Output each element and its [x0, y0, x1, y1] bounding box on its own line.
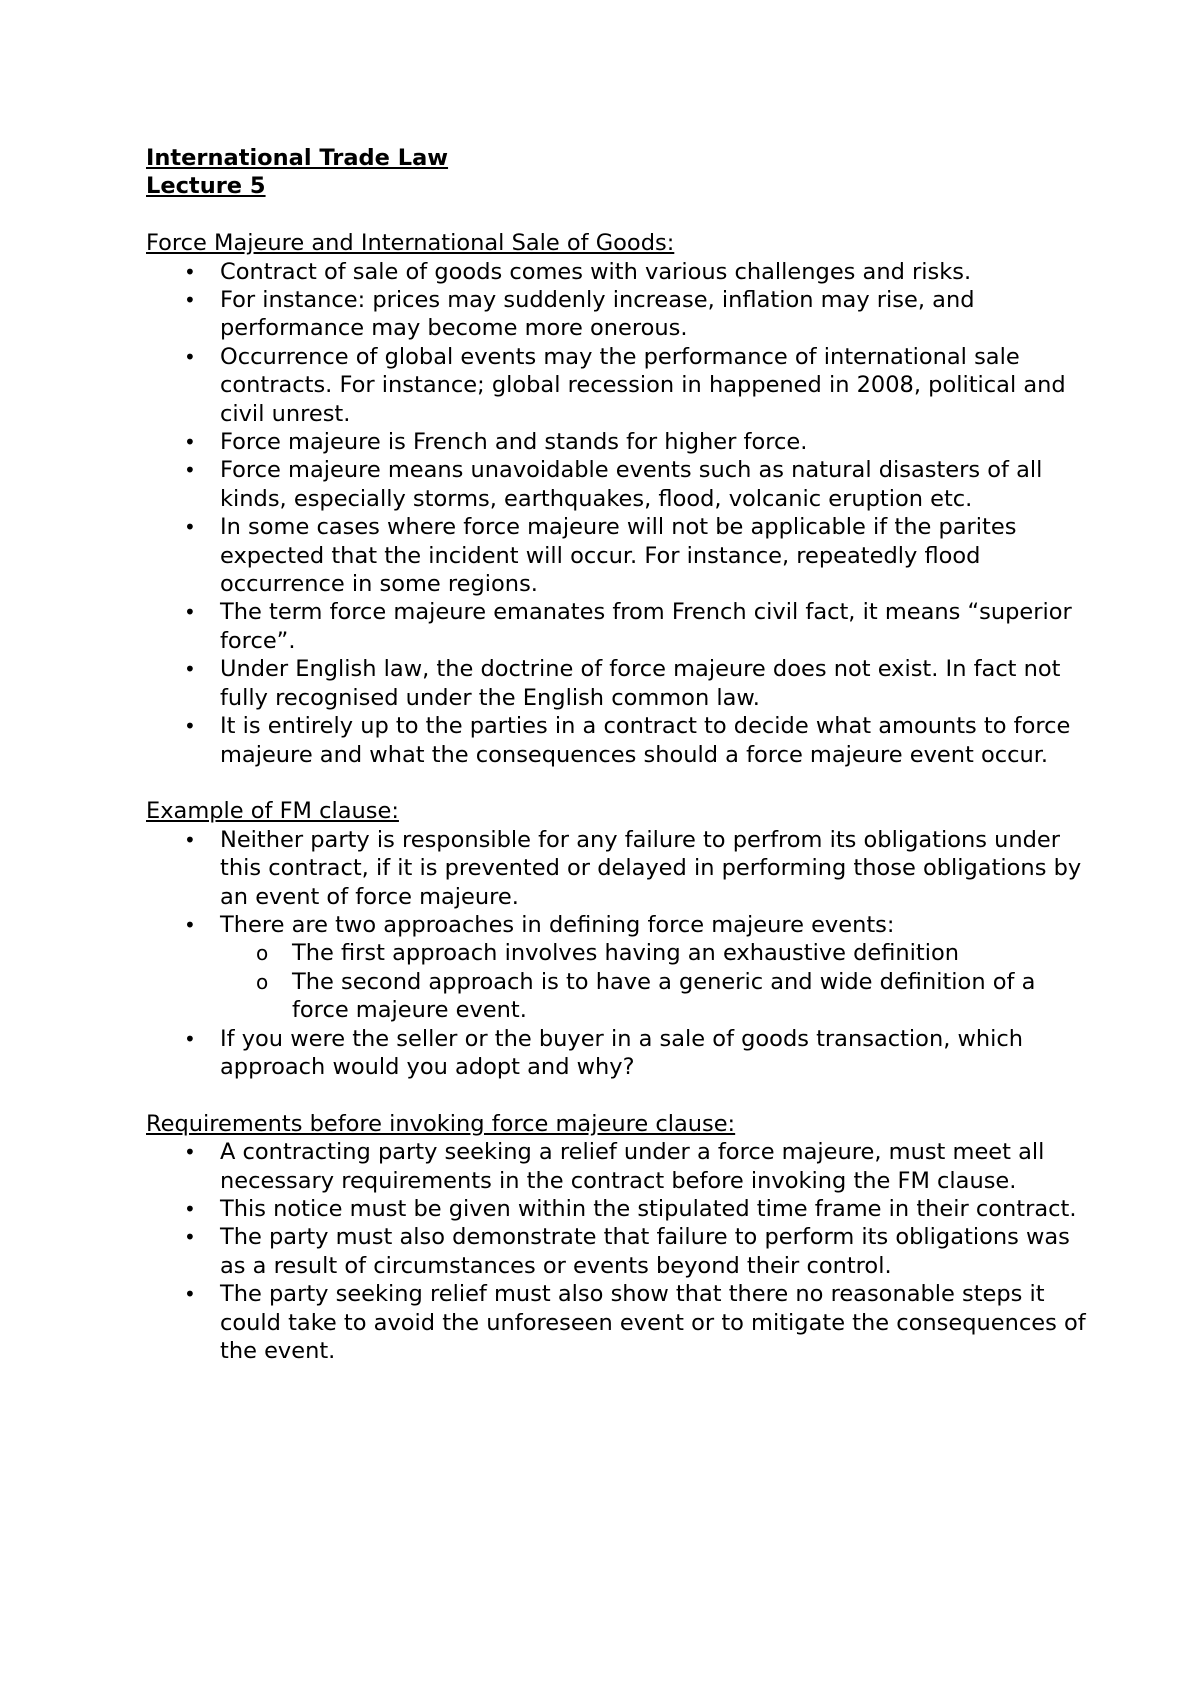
- bullet-icon: •: [184, 458, 196, 483]
- spacer: [146, 769, 1086, 797]
- list-item-text: It is entirely up to the parties in a contract to decide what amounts to force majeure and what the consequences should a force majeure event occur.: [220, 713, 1071, 768]
- list-item-text: Under English law, the doctrine of force majeure does not exist. In fact not fully recognised under the English common law.: [220, 656, 1061, 711]
- sub-bullet-list: [220, 939, 1086, 1024]
- bullet-icon: •: [184, 912, 196, 937]
- document-page: [146, 144, 1086, 1365]
- list-item: [146, 1138, 1086, 1195]
- list-item-text: This notice must be given within the stipulated time frame in their contract.: [220, 1195, 1077, 1222]
- list-item: [146, 826, 1086, 911]
- document-title: International Trade Law: [146, 145, 449, 171]
- bullet-icon: •: [184, 259, 196, 284]
- section-heading-requirements: Requirements before invoking force majeure clause:: [146, 1110, 736, 1137]
- list-item: [146, 286, 1086, 343]
- list-item-text: The party must also demonstrate that failure to perform its obligations was as a result of circumstances or events beyond their control.: [220, 1224, 1070, 1279]
- list-item: [146, 513, 1086, 598]
- spacer: [146, 201, 1086, 229]
- sub-list-item-text: The first approach involves having an exhaustive definition: [292, 940, 960, 967]
- bullet-icon: •: [184, 657, 196, 682]
- bullet-list-force-majeure: [146, 258, 1086, 769]
- bullet-icon: •: [184, 288, 196, 313]
- list-item-text: A contracting party seeking a relief under a force majeure, must meet all necessary requirements in the contract before invoking the FM clause.: [220, 1139, 1045, 1194]
- sub-list-item: [220, 968, 1086, 1025]
- list-item-text: If you were the seller or the buyer in a sale of goods transaction, which approach would you adopt and why?: [220, 1025, 1024, 1080]
- list-item: [146, 712, 1086, 769]
- list-item: [146, 1280, 1086, 1365]
- list-item-text: The party seeking relief must also show that there no reasonable steps it could take to avoid the unforeseen event or to mitigate the consequences of the event.: [220, 1281, 1086, 1365]
- bullet-icon: •: [184, 600, 196, 625]
- list-item-text: Force majeure is French and stands for higher force.: [220, 429, 808, 456]
- list-item: [146, 655, 1086, 712]
- section-heading-force-majeure: Force Majeure and International Sale of Goods:: [146, 230, 675, 257]
- list-item-text: There are two approaches in defining force majeure events:: [220, 911, 895, 938]
- list-item-text: The term force majeure emanates from French civil fact, it means “superior force”.: [220, 599, 1072, 654]
- list-item: [146, 258, 1086, 286]
- bullet-list-requirements: [146, 1138, 1086, 1365]
- circle-bullet-icon: o: [256, 969, 269, 994]
- list-item: [146, 456, 1086, 513]
- bullet-icon: •: [184, 1282, 196, 1307]
- list-item-text: Occurrence of global events may the performance of international sale contracts. For instance; global recession in happened in 2008, political and civil unrest.: [220, 343, 1066, 427]
- list-item: [146, 428, 1086, 456]
- list-item-text: Neither party is responsible for any failure to perfrom its obligations under this contract, if it is prevented or delayed in performing those obligations by an event of force majeure.: [220, 826, 1082, 910]
- lecture-number: Lecture 5: [146, 173, 266, 200]
- list-item: [146, 343, 1086, 428]
- bullet-icon: •: [184, 1225, 196, 1250]
- list-item: [146, 1195, 1086, 1223]
- bullet-icon: •: [184, 344, 196, 369]
- bullet-icon: •: [184, 827, 196, 852]
- sub-list-item: [220, 939, 1086, 967]
- list-item-text: Contract of sale of goods comes with various challenges and risks.: [220, 258, 972, 285]
- list-item: [146, 1223, 1086, 1280]
- list-item-text: Force majeure means unavoidable events such as natural disasters of all kinds, especially storms, earthquakes, flood, volcanic eruption etc.: [220, 457, 1043, 512]
- bullet-icon: •: [184, 1140, 196, 1165]
- list-item-text: For instance: prices may suddenly increase, inflation may rise, and performance may become more onerous.: [220, 287, 975, 342]
- bullet-icon: •: [184, 515, 196, 540]
- spacer: [146, 1081, 1086, 1109]
- bullet-icon: •: [184, 714, 196, 739]
- bullet-list-fm-clause: [146, 826, 1086, 1082]
- list-item: [146, 1025, 1086, 1082]
- circle-bullet-icon: o: [256, 941, 269, 966]
- list-item: [146, 598, 1086, 655]
- list-item: [146, 911, 1086, 1025]
- list-item-text: In some cases where force majeure will not be applicable if the parites expected that the incident will occur. For instance, repeatedly flood occurrence in some regions.: [220, 514, 1017, 598]
- bullet-icon: •: [184, 1196, 196, 1221]
- sub-list-item-text: The second approach is to have a generic and wide definition of a force majeure event.: [292, 968, 1036, 1024]
- bullet-icon: •: [184, 430, 196, 455]
- section-heading-fm-clause: Example of FM clause:: [146, 798, 399, 825]
- bullet-icon: •: [184, 1026, 196, 1051]
